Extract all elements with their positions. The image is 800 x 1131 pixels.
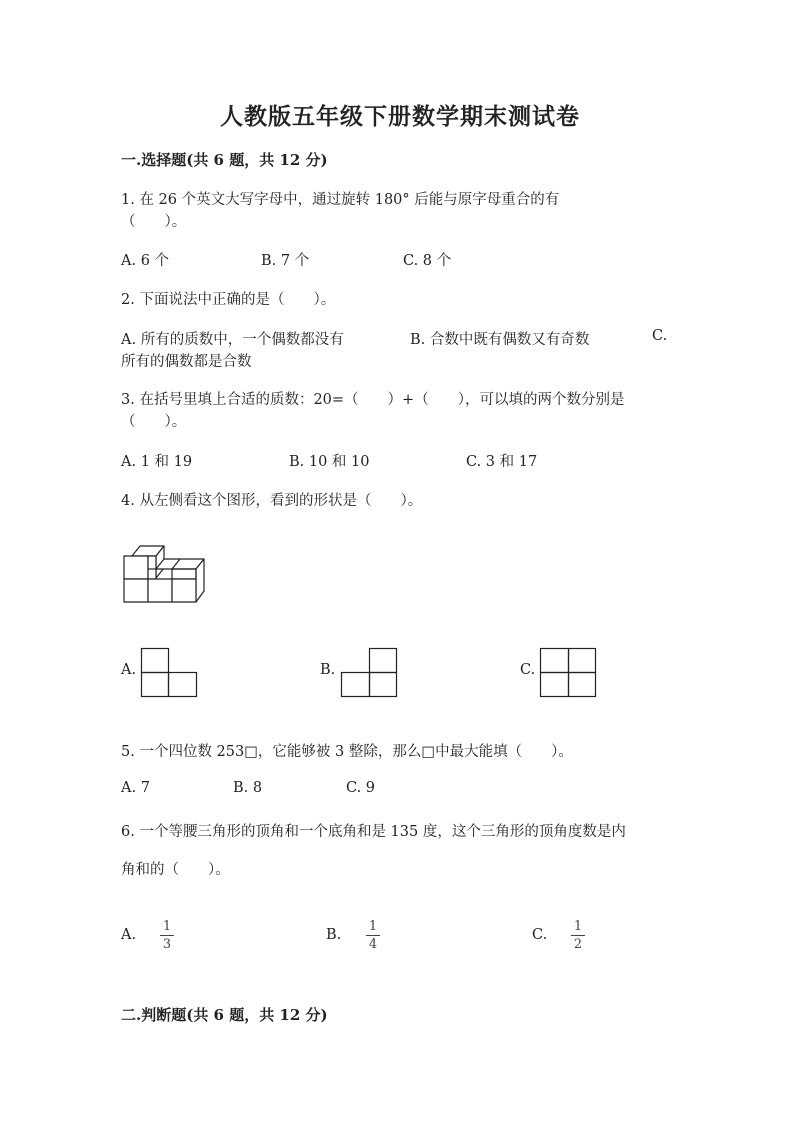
fraction-one-half bbox=[571, 919, 585, 952]
option-c-shape bbox=[540, 648, 597, 697]
question-4-option-b: B. bbox=[320, 662, 336, 678]
fraction-denominator: 2 bbox=[573, 937, 583, 952]
question-1-option-a: A. 6 个 bbox=[121, 253, 170, 269]
question-5-line-1: 5. 一个四位数 253□，它能够被 3 整除，那么□中最大能填（ ）。 bbox=[121, 744, 573, 760]
fraction-numerator: 1 bbox=[573, 919, 583, 934]
question-5-option-c: C. 9 bbox=[346, 780, 376, 796]
question-3-line-1: 3. 在括号里填上合适的质数：20=（ ）+（ ），可以填的两个数分别是 bbox=[121, 392, 625, 408]
question-3-line-2: （ ）。 bbox=[121, 414, 187, 430]
question-3-option-a: A. 1 和 19 bbox=[121, 454, 193, 470]
fraction-one-quarter bbox=[366, 919, 380, 952]
option-a-shape bbox=[141, 648, 198, 697]
question-4-option-a: A. bbox=[121, 662, 137, 678]
fraction-denominator: 3 bbox=[162, 937, 172, 952]
question-2-option-c: C. bbox=[652, 328, 668, 344]
question-6-option-a: A. bbox=[121, 927, 137, 943]
fraction-numerator: 1 bbox=[368, 919, 378, 934]
question-1-line-1: 1. 在 26 个英文大写字母中，通过旋转 180° 后能与原字母重合的有 bbox=[121, 192, 560, 208]
cube-stack-figure bbox=[124, 546, 208, 604]
question-3-option-b: B. 10 和 10 bbox=[289, 454, 370, 470]
question-6-line-2: 角和的（ ）。 bbox=[121, 862, 230, 878]
question-1-option-c: C. 8 个 bbox=[403, 253, 452, 269]
question-2-line-1: 2. 下面说法中正确的是（ ）。 bbox=[121, 292, 336, 308]
question-2-option-c-text: 所有的偶数都是合数 bbox=[121, 354, 252, 370]
section-heading-choice: 一.选择题(共 6 题，共 12 分) bbox=[121, 151, 328, 169]
option-b-shape bbox=[341, 648, 398, 697]
question-6-option-c: C. bbox=[532, 927, 548, 943]
question-5-option-b: B. 8 bbox=[233, 780, 263, 796]
fraction-numerator: 1 bbox=[162, 919, 172, 934]
question-6-line-1: 6. 一个等腰三角形的顶角和一个底角和是 135 度，这个三角形的顶角度数是内 bbox=[121, 824, 626, 840]
question-4-line-1: 4. 从左侧看这个图形，看到的形状是（ ）。 bbox=[121, 493, 423, 509]
section-heading-judgement: 二.判断题(共 6 题，共 12 分) bbox=[121, 1006, 328, 1024]
question-5-option-a: A. 7 bbox=[121, 780, 150, 796]
question-2-option-a: A. 所有的质数中，一个偶数都没有 bbox=[121, 332, 344, 348]
fraction-one-third bbox=[160, 919, 174, 952]
question-3-option-c: C. 3 和 17 bbox=[466, 454, 538, 470]
page-title: 人教版五年级下册数学期末测试卷 bbox=[220, 103, 580, 130]
fraction-denominator: 4 bbox=[368, 937, 378, 952]
question-6-option-b: B. bbox=[326, 927, 342, 943]
question-1-option-b: B. 7 个 bbox=[261, 253, 310, 269]
question-2-option-b: B. 合数中既有偶数又有奇数 bbox=[410, 332, 590, 348]
question-4-option-c: C. bbox=[520, 662, 536, 678]
question-1-line-2: （ ）。 bbox=[121, 214, 187, 230]
